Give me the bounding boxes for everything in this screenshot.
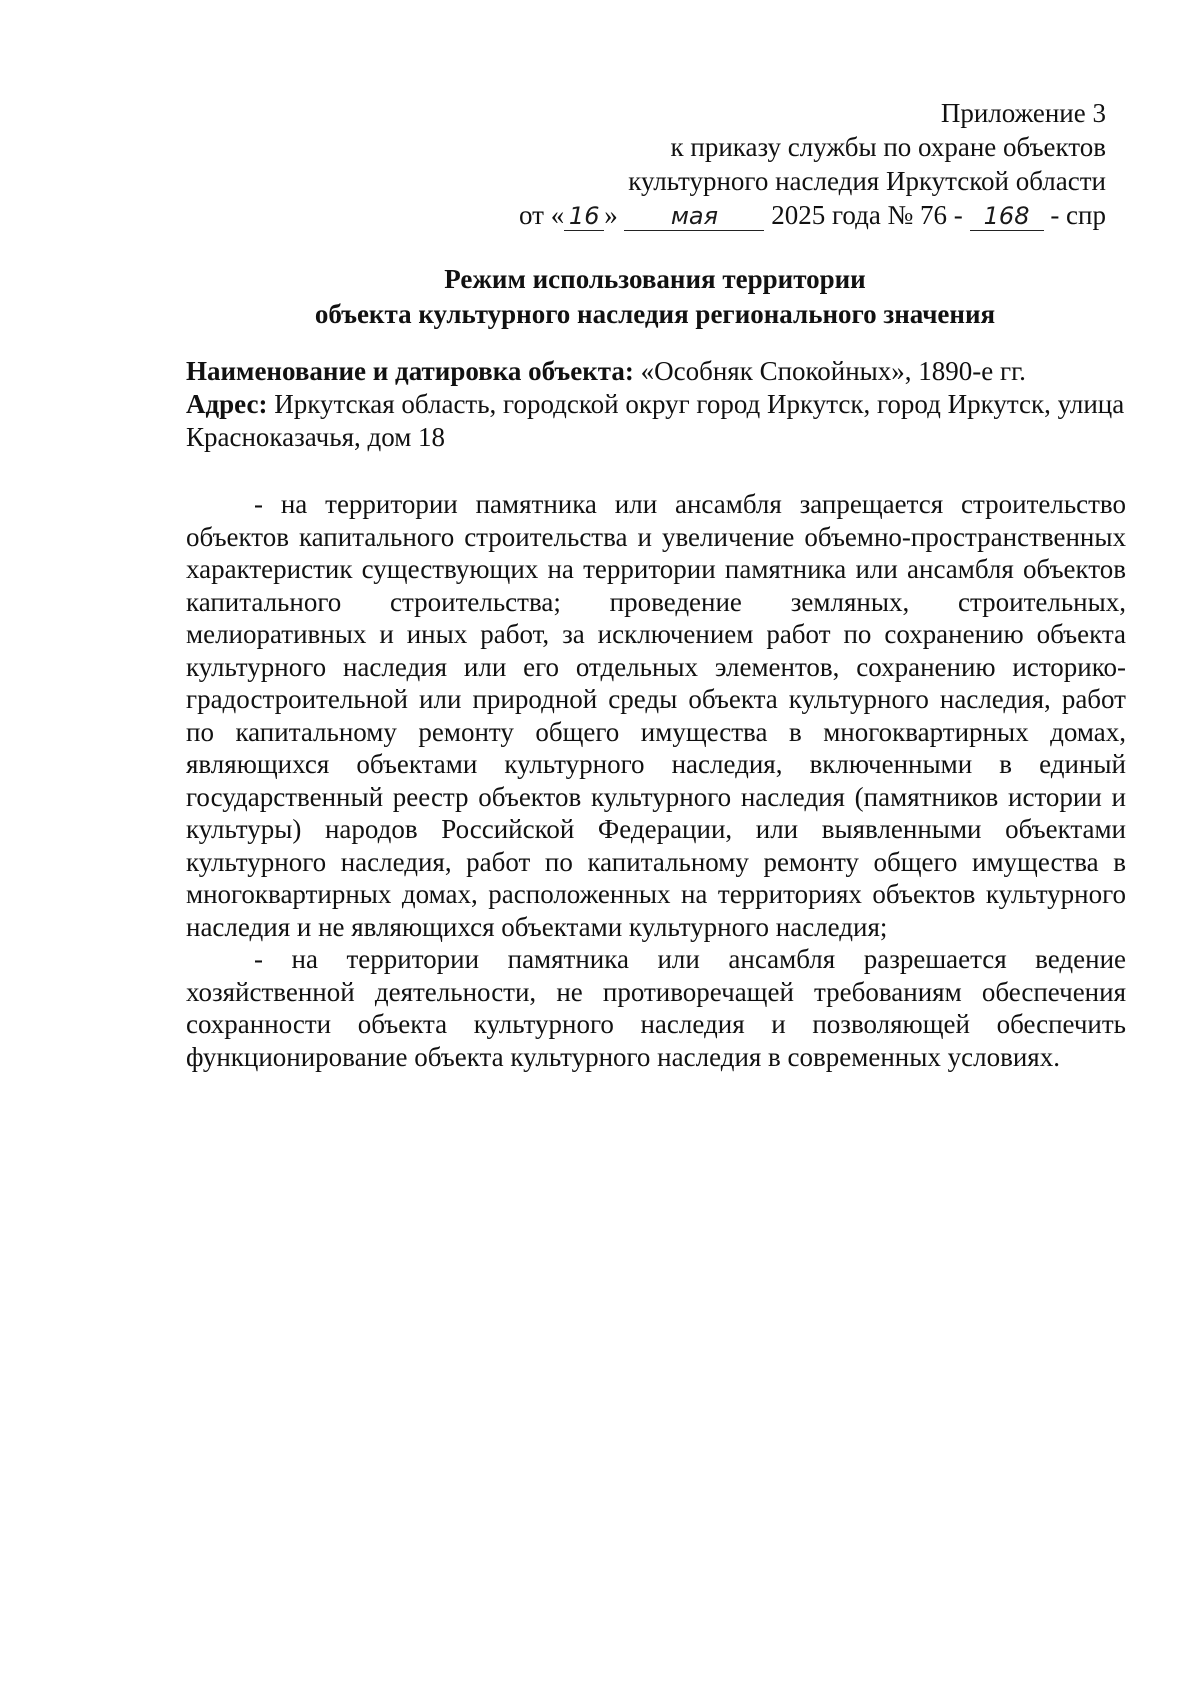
object-info <box>186 355 1126 454</box>
object-address-label: Адрес: <box>186 389 268 419</box>
object-name-label: Наименование и датировка объекта: <box>186 356 634 386</box>
object-name-row <box>186 355 1126 388</box>
handwritten-month: мая <box>624 202 764 231</box>
title-line-1: Режим использования территории <box>444 264 866 294</box>
date-mid: » <box>604 200 618 230</box>
paragraph-prohibitions: - на территории памятника или ансамбля запрещается строительство объектов капитального строительства и увеличение объемно-пространственных характеристик существующих на территории памятника или ансамбля объектов капитального строительства; проведение земляных, строительных, мелиоративных и иных работ, за исключением работ по сохранению объекта культурного наследия или его отдельных элементов, сохранению историко-градостроительной или природной среды объекта культурного наследия, работ по капитальному ремонту общего имущества в многоквартирных домах, являющихся объектами культурного наследия, включенными в единый государственный реестр объектов культурного наследия (памятников истории и культуры) народов Российской Федерации, или выявленными объектами культурного наследия, работ по капитальному ремонту общего имущества в многоквартирных домах, расположенных на территориях объектов культурного наследия и не являющихся объектами культурного наследия; <box>186 489 1126 942</box>
handwritten-day: 16 <box>564 202 604 231</box>
regime-text <box>186 488 1126 1073</box>
object-address-value: Иркутская область, городской округ город Иркутск, город Иркутск, улица Красноказачья, дом 18 <box>186 389 1125 452</box>
appendix-order-ref: к приказу службы по охране объектов <box>670 132 1106 162</box>
date-prefix: от « <box>519 200 565 230</box>
paragraph-permissions: - на территории памятника или ансамбля разрешается ведение хозяйственной деятельности, не противоречащей требованиям обеспечения сохранности объекта культурного наследия и позволяющей обеспечить функционирование объекта культурного наследия в современных условиях. <box>186 944 1126 1072</box>
handwritten-order-number: 168 <box>970 202 1044 231</box>
order-suffix: - спр <box>1050 200 1106 230</box>
appendix-authority: культурного наследия Иркутской области <box>628 166 1106 196</box>
year-text: 2025 года № 76 - <box>771 200 963 230</box>
document-title <box>190 262 1120 332</box>
title-line-2: объекта культурного наследия регионального значения <box>314 299 996 329</box>
object-name-value: «Особняк Спокойных», 1890-е гг. <box>640 356 1026 386</box>
appendix-number: Приложение 3 <box>940 98 1106 128</box>
appendix-header <box>519 96 1106 232</box>
appendix-date-line <box>519 198 1106 232</box>
object-address-row <box>186 388 1126 454</box>
